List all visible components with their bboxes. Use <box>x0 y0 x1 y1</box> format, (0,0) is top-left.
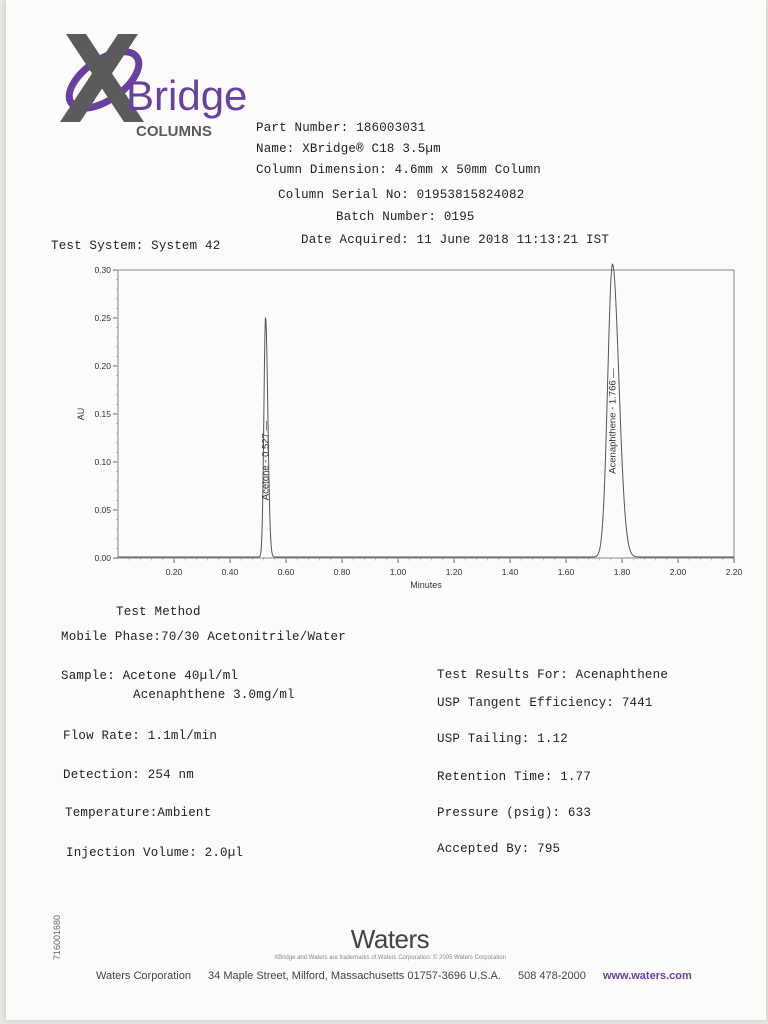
column-name: Name: XBridge® C18 3.5µm <box>256 142 441 156</box>
xbridge-logo <box>56 22 286 142</box>
column-serial: Column Serial No: 01953815824082 <box>278 188 525 202</box>
x-tick-label: 1.80 <box>613 567 631 577</box>
xbridge-logo-graphic <box>56 22 286 142</box>
chromatogram-svg <box>66 262 746 602</box>
chromatogram-trace <box>118 264 734 557</box>
logo-brand-text: Bridge <box>126 72 248 119</box>
street-address: 34 Maple Street, Milford, Massachusetts 01757-3696 U.S.A. <box>208 970 501 982</box>
detection: Detection: 254 nm <box>63 768 194 782</box>
part-number: Part Number: 186003031 <box>256 121 426 135</box>
x-axis-label: Minutes <box>410 580 442 590</box>
retention-time: Retention Time: 1.77 <box>437 770 592 784</box>
y-tick-label: 0.30 <box>94 265 111 275</box>
waters-logo: Waters <box>350 924 430 954</box>
x-tick-label: 1.40 <box>501 567 519 577</box>
x-tick-label: 2.20 <box>725 567 743 577</box>
y-tick-label: 0.10 <box>94 457 111 467</box>
x-tick-label: 0.80 <box>333 567 351 577</box>
peak-label-1: Acenaphthene - 1.766 — <box>607 368 619 474</box>
side-document-number: 716001680 <box>52 914 62 960</box>
y-tick-label: 0.05 <box>94 505 111 515</box>
y-axis-label: AU <box>76 407 86 421</box>
x-tick-label: 1.60 <box>557 567 575 577</box>
peak-label-0: Acetone - 0.527 — <box>260 421 272 501</box>
x-tick-label: 1.20 <box>445 567 463 577</box>
x-tick-label: 0.40 <box>221 567 239 577</box>
batch-number: Batch Number: 0195 <box>336 210 475 224</box>
plot-frame <box>118 270 734 558</box>
website-link[interactable]: www.waters.com <box>602 970 692 982</box>
x-tick-label: 0.60 <box>277 567 295 577</box>
date-acquired: Date Acquired: 11 June 2018 11:13:21 IST <box>301 233 610 247</box>
company-name: Waters Corporation <box>96 970 191 982</box>
usp-tangent-efficiency: USP Tangent Efficiency: 7441 <box>437 696 653 710</box>
column-dimension: Column Dimension: 4.6mm x 50mm Column <box>256 163 541 177</box>
x-tick-label: 0.20 <box>165 567 183 577</box>
certificate-page <box>6 0 766 1020</box>
trademark-notice: XBridge and Waters are trademarks of Waters Corporation. © 2005 Waters Corporation <box>274 955 506 961</box>
temperature: Temperature:Ambient <box>65 806 212 820</box>
test-system: Test System: System 42 <box>51 239 221 253</box>
logo-tagline: COLUMNS <box>136 123 212 140</box>
flow-rate: Flow Rate: 1.1ml/min <box>63 729 218 743</box>
x-tick-label: 2.00 <box>669 567 687 577</box>
y-tick-label: 0.00 <box>94 553 111 563</box>
sample-line-1: Sample: Acetone 40µl/ml <box>61 669 239 683</box>
usp-tailing: USP Tailing: 1.12 <box>437 732 568 746</box>
results-title: Test Results For: Acenaphthene <box>437 668 669 682</box>
y-tick-label: 0.25 <box>94 313 111 323</box>
sample-line-2: Acenaphthene 3.0mg/ml <box>133 688 295 702</box>
test-method-title: Test Method <box>116 605 201 619</box>
chromatogram-chart <box>66 262 746 602</box>
x-tick-label: 1.00 <box>389 567 407 577</box>
pressure: Pressure (psig): 633 <box>437 806 592 820</box>
y-tick-label: 0.15 <box>94 409 111 419</box>
injection-volume: Injection Volume: 2.0µl <box>66 846 244 860</box>
y-tick-label: 0.20 <box>94 361 111 371</box>
phone-number: 508 478-2000 <box>517 970 586 982</box>
company-address <box>96 970 692 982</box>
accepted-by: Accepted By: 795 <box>437 842 561 856</box>
mobile-phase: Mobile Phase:70/30 Acetonitrile/Water <box>61 630 346 644</box>
